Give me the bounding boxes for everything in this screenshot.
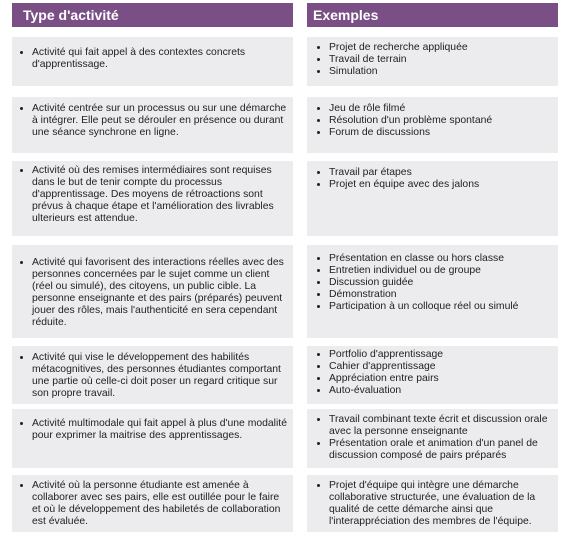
example-item: • Présentation en classe ou hors classe bbox=[329, 253, 554, 265]
example-item: • Travail de terrain bbox=[329, 54, 554, 66]
example-item: • Travail combinant texte écrit et discussion orale avec la personne enseignante bbox=[329, 414, 554, 438]
examples-cell bbox=[307, 475, 558, 532]
example-item: • Participation à un colloque réel ou simulé bbox=[329, 301, 554, 313]
examples-cell bbox=[307, 245, 558, 338]
example-item: • Projet de recherche appliquée bbox=[329, 42, 554, 54]
activity-text: • Activité qui fait appel à des contextes concrets d'apprentissage. bbox=[32, 47, 287, 71]
examples-header: Exemples bbox=[307, 3, 558, 27]
example-item: • Appréciation entre pairs bbox=[329, 373, 554, 385]
activity-cell bbox=[12, 409, 293, 468]
example-item: • Travail par étapes bbox=[329, 167, 554, 179]
example-item: • Forum de discussions bbox=[329, 127, 554, 139]
activity-cell bbox=[12, 37, 293, 86]
example-item: • Cahier d'apprentissage bbox=[329, 361, 554, 373]
example-item: • Portfolio d'apprentissage bbox=[329, 349, 554, 361]
example-item: • Présentation orale et animation d'un panel de discussion composé de pairs préparés bbox=[329, 438, 554, 462]
examples-cell bbox=[307, 161, 558, 236]
example-item: • Simulation bbox=[329, 66, 554, 78]
activity-cell bbox=[12, 245, 293, 338]
examples-cell bbox=[307, 97, 558, 153]
examples-cell bbox=[307, 37, 558, 86]
activity-cell bbox=[12, 475, 293, 532]
examples-cell bbox=[307, 409, 558, 468]
activity-text: • Activité multimodale qui fait appel à plus d'une modalité pour exprimer la maitrise des apprentissages. bbox=[32, 418, 287, 442]
examples-cell bbox=[307, 346, 558, 404]
example-item: • Auto-évaluation bbox=[329, 385, 554, 397]
activity-text: • Activité où des remises intermédiaires sont requises dans le but de tenir compte du processus d'apprentissage. Des moyens de rétroactions sont prévus à chaque étape et l'amélioration des livrables ulterieurs est attendue. bbox=[32, 165, 287, 225]
activity-cell bbox=[12, 161, 293, 236]
activity-text: • Activité où la personne étudiante est amenée à collaborer avec ses pairs, elle est outillée pour le faire et où le développement des habiletés de collaboration est évaluée. bbox=[32, 480, 287, 528]
activity-text: • Activité qui vise le développement des habilités métacognitives, des personnes étudiantes comportant une partie où celle-ci doit poser un regard critique sur son propre travail. bbox=[32, 352, 287, 400]
activity-type-header: Type d'activité bbox=[12, 3, 293, 27]
example-item: • Projet en équipe avec des jalons bbox=[329, 179, 554, 191]
example-item: • Démonstration bbox=[329, 289, 554, 301]
example-item: • Projet d'équipe qui intègre une démarche collaborative structurée, une évaluation de la qualité de cette démarche ainsi que l'interappréciation des membres de l'équipe. bbox=[329, 480, 554, 528]
example-item: • Discussion guidée bbox=[329, 277, 554, 289]
example-item: • Entretien individuel ou de groupe bbox=[329, 265, 554, 277]
activity-text: • Activité qui favorisent des interactions réelles avec des personnes concernées par le sujet comme un client (réel ou simulé), des citoyens, un public cible. La personne enseignante et des pairs (préparés) peuvent jouer des rôles, mais l'authenticité en sera cependant réduite. bbox=[32, 257, 287, 328]
activity-cell bbox=[12, 97, 293, 153]
example-item: • Résolution d'un problème spontané bbox=[329, 115, 554, 127]
example-item: • Jeu de rôle filmé bbox=[329, 103, 554, 115]
activity-text: • Activité centrée sur un processus ou sur une démarche à intégrer. Elle peut se dérouler en présence ou durant une séance synchrone en ligne. bbox=[32, 103, 287, 139]
activity-cell bbox=[12, 346, 293, 404]
